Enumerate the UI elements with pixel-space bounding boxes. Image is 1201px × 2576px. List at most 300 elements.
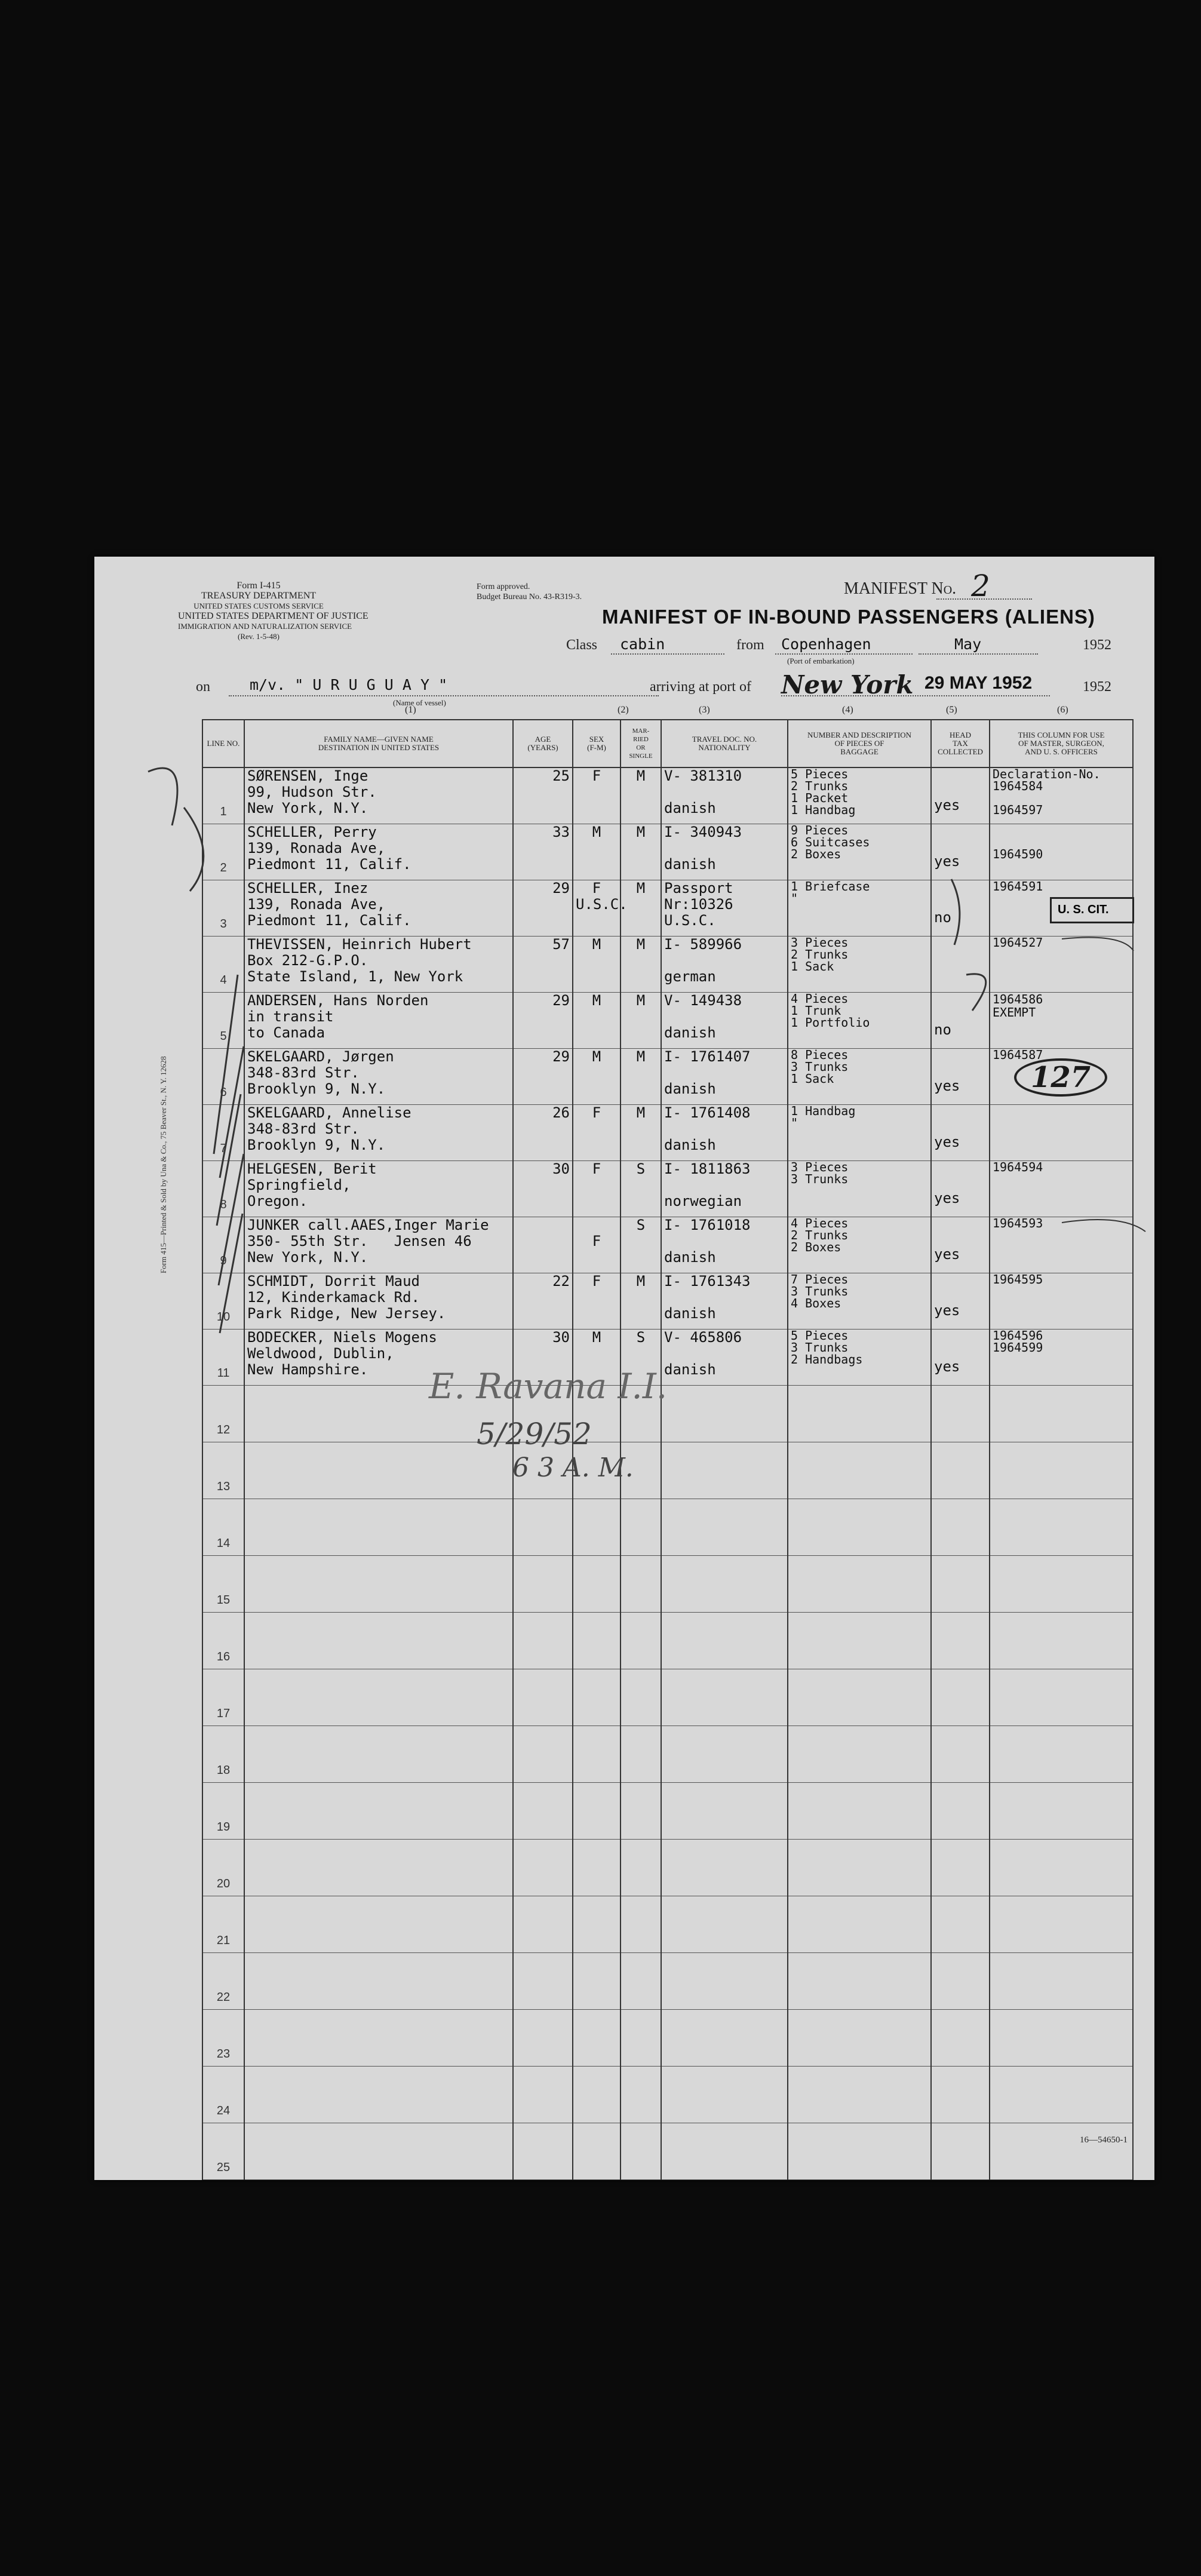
empty-cell bbox=[621, 2067, 661, 2123]
empty-cell bbox=[244, 1726, 513, 1783]
us-citizen-stamp bbox=[1050, 897, 1134, 923]
line-number: 21 bbox=[202, 1896, 244, 1953]
passenger-age: 25 bbox=[513, 767, 573, 824]
passenger-sex: F bbox=[573, 767, 621, 824]
empty-cell bbox=[661, 1783, 788, 1840]
line-number: 22 bbox=[202, 1953, 244, 2010]
line-number: 7 bbox=[202, 1105, 244, 1161]
empty-row bbox=[202, 1556, 1133, 1613]
approval-note bbox=[477, 582, 582, 602]
passenger-row bbox=[202, 937, 1133, 993]
line-number: 24 bbox=[202, 2067, 244, 2123]
line-number: 12 bbox=[202, 1386, 244, 1442]
empty-cell bbox=[621, 2123, 661, 2180]
passenger-baggage: 9 Pieces 6 Suitcases 2 Boxes bbox=[788, 824, 931, 880]
col-name: FAMILY NAME—GIVEN NAME DESTINATION IN UNITED STATES bbox=[244, 720, 513, 767]
passenger-travel-doc: I- 1761407 danish bbox=[661, 1049, 788, 1105]
empty-cell bbox=[513, 2010, 573, 2067]
empty-cell bbox=[931, 1613, 990, 1669]
arrival-stamp: 29 MAY 1952 bbox=[924, 673, 1033, 693]
empty-cell bbox=[621, 2010, 661, 2067]
empty-row bbox=[202, 2123, 1133, 2180]
empty-cell bbox=[990, 1840, 1133, 1896]
passenger-name: SKELGAARD, Annelise 348-83rd Str. Brooklyn 9, N.Y. bbox=[244, 1105, 513, 1161]
empty-cell bbox=[788, 1783, 931, 1840]
empty-cell bbox=[244, 1783, 513, 1840]
col-travel: TRAVEL DOC. NO. NATIONALITY bbox=[661, 720, 788, 767]
empty-cell bbox=[990, 1726, 1133, 1783]
empty-cell bbox=[513, 1726, 573, 1783]
empty-cell bbox=[931, 1726, 990, 1783]
passenger-name: HELGESEN, Berit Springfield, Oregon. bbox=[244, 1161, 513, 1217]
justice-dept: UNITED STATES DEPARTMENT OF JUSTICE bbox=[178, 611, 368, 621]
col-age: AGE (YEARS) bbox=[513, 720, 573, 767]
empty-cell bbox=[244, 2123, 513, 2180]
empty-cell bbox=[788, 1840, 931, 1896]
empty-row bbox=[202, 1953, 1133, 2010]
empty-cell bbox=[573, 1840, 621, 1896]
class-value: cabin bbox=[620, 635, 665, 653]
empty-row bbox=[202, 1840, 1133, 1896]
empty-cell bbox=[621, 1953, 661, 2010]
empty-cell bbox=[621, 1669, 661, 1726]
empty-cell bbox=[931, 1840, 990, 1896]
empty-cell bbox=[931, 1556, 990, 1613]
passenger-official: 1964527 bbox=[990, 937, 1133, 993]
empty-cell bbox=[621, 1840, 661, 1896]
col-index-6: (6) bbox=[1057, 705, 1068, 715]
passenger-age bbox=[513, 1217, 573, 1273]
line-number: 9 bbox=[202, 1217, 244, 1273]
budget-text: Budget Bureau No. 43-R319-3. bbox=[477, 592, 582, 601]
passenger-travel-doc: I- 589966 german bbox=[661, 937, 788, 993]
revision: (Rev. 1-5-48) bbox=[238, 632, 279, 641]
line-number: 18 bbox=[202, 1726, 244, 1783]
manifest-sheet bbox=[94, 557, 1154, 2180]
empty-cell bbox=[661, 1386, 788, 1442]
line-number: 5 bbox=[202, 993, 244, 1049]
passenger-row bbox=[202, 1217, 1133, 1273]
empty-cell bbox=[931, 1896, 990, 1953]
passenger-baggage: 4 Pieces 1 Trunk 1 Portfolio bbox=[788, 993, 931, 1049]
empty-rows bbox=[202, 1386, 1133, 2180]
passenger-age: 29 bbox=[513, 880, 573, 937]
passenger-travel-doc: I- 340943 danish bbox=[661, 824, 788, 880]
passenger-married: M bbox=[621, 767, 661, 824]
col-index-2: (2) bbox=[618, 705, 629, 715]
empty-cell bbox=[990, 1669, 1133, 1726]
empty-cell bbox=[573, 1783, 621, 1840]
passenger-official: 1964593 bbox=[990, 1217, 1133, 1273]
manifest-label: MANIFEST No. bbox=[844, 579, 957, 598]
passenger-sex: F U.S.C. bbox=[573, 880, 621, 937]
empty-cell bbox=[931, 1783, 990, 1840]
from-line bbox=[775, 653, 913, 655]
empty-cell bbox=[621, 1783, 661, 1840]
date-value: May bbox=[954, 635, 982, 653]
passenger-name: BODECKER, Niels Mogens Weldwood, Dublin, New Hampshire. bbox=[244, 1330, 513, 1386]
empty-row bbox=[202, 1499, 1133, 1556]
passenger-head-tax bbox=[931, 937, 990, 993]
empty-cell bbox=[573, 1953, 621, 2010]
col-sex: SEX (F-M) bbox=[573, 720, 621, 767]
passenger-head-tax: yes bbox=[931, 1273, 990, 1330]
empty-cell bbox=[244, 2067, 513, 2123]
passenger-row bbox=[202, 1161, 1133, 1217]
passenger-sex: M bbox=[573, 824, 621, 880]
empty-row bbox=[202, 2010, 1133, 2067]
year-value-2: 1952 bbox=[1083, 679, 1111, 695]
empty-cell bbox=[513, 2067, 573, 2123]
passenger-age: 22 bbox=[513, 1273, 573, 1330]
empty-cell bbox=[573, 1669, 621, 1726]
empty-cell bbox=[661, 1442, 788, 1499]
passenger-name: SCHELLER, Perry 139, Ronada Ave, Piedmont 11, Calif. bbox=[244, 824, 513, 880]
empty-cell bbox=[573, 1556, 621, 1613]
class-label: Class bbox=[566, 637, 598, 653]
from-label: from bbox=[736, 637, 764, 653]
line-number: 17 bbox=[202, 1669, 244, 1726]
passenger-head-tax: yes bbox=[931, 767, 990, 824]
empty-cell bbox=[573, 1499, 621, 1556]
passenger-travel-doc: V- 381310 danish bbox=[661, 767, 788, 824]
line-number: 23 bbox=[202, 2010, 244, 2067]
empty-row bbox=[202, 1669, 1133, 1726]
line-number: 3 bbox=[202, 880, 244, 937]
passenger-baggage: 8 Pieces 3 Trunks 1 Sack bbox=[788, 1049, 931, 1105]
empty-cell bbox=[990, 1556, 1133, 1613]
passenger-age: 33 bbox=[513, 824, 573, 880]
passenger-official: Declaration-No. 1964584 1964597 bbox=[990, 767, 1133, 824]
empty-cell bbox=[931, 1953, 990, 2010]
year-value-1: 1952 bbox=[1083, 637, 1111, 653]
empty-cell bbox=[513, 1953, 573, 2010]
empty-cell bbox=[661, 2067, 788, 2123]
passenger-age: 30 bbox=[513, 1330, 573, 1386]
empty-cell bbox=[990, 1442, 1133, 1499]
passenger-row bbox=[202, 1330, 1133, 1386]
passenger-head-tax: yes bbox=[931, 1217, 990, 1273]
handwritten-date: 5/29/52 bbox=[477, 1417, 592, 1451]
empty-cell bbox=[244, 1896, 513, 1953]
ins-service: IMMIGRATION AND NATURALIZATION SERVICE bbox=[178, 622, 352, 631]
passenger-baggage: 4 Pieces 2 Trunks 2 Boxes bbox=[788, 1217, 931, 1273]
empty-cell bbox=[931, 1669, 990, 1726]
empty-cell bbox=[788, 2067, 931, 2123]
passenger-baggage: 1 Briefcase " bbox=[788, 880, 931, 937]
passenger-name: SØRENSEN, Inge 99, Hudson Str. New York, N.Y. bbox=[244, 767, 513, 824]
empty-row bbox=[202, 1896, 1133, 1953]
col-baggage: NUMBER AND DESCRIPTION OF PIECES OF BAGGAGE bbox=[788, 720, 931, 767]
passenger-row bbox=[202, 767, 1133, 824]
passenger-name: JUNKER call.AAES,Inger Marie 350- 55th Str. Jensen 46 New York, N.Y. bbox=[244, 1217, 513, 1273]
passenger-sex: M bbox=[573, 1330, 621, 1386]
col-line: LINE NO. bbox=[202, 720, 244, 767]
empty-cell bbox=[573, 1896, 621, 1953]
empty-cell bbox=[788, 1613, 931, 1669]
from-value: Copenhagen bbox=[781, 635, 871, 653]
empty-row bbox=[202, 1613, 1133, 1669]
passenger-row bbox=[202, 1049, 1133, 1105]
passenger-official: 1964590 bbox=[990, 824, 1133, 880]
vessel-line bbox=[229, 695, 659, 696]
col-index-4: (4) bbox=[842, 705, 853, 715]
empty-cell bbox=[621, 1613, 661, 1669]
empty-cell bbox=[513, 1896, 573, 1953]
passenger-travel-doc: I- 1761343 danish bbox=[661, 1273, 788, 1330]
treasury-dept: TREASURY DEPARTMENT bbox=[201, 591, 317, 601]
empty-cell bbox=[573, 2067, 621, 2123]
passenger-head-tax: no bbox=[931, 880, 990, 937]
empty-cell bbox=[990, 1896, 1133, 1953]
empty-cell bbox=[513, 1556, 573, 1613]
date-line bbox=[919, 653, 1038, 655]
passenger-head-tax: yes bbox=[931, 1161, 990, 1217]
passenger-travel-doc: V- 465806 danish bbox=[661, 1330, 788, 1386]
passenger-married: S bbox=[621, 1161, 661, 1217]
form-number: Form I-415 bbox=[236, 581, 281, 591]
empty-cell bbox=[244, 1840, 513, 1896]
page-title: MANIFEST OF IN-BOUND PASSENGERS (ALIENS) bbox=[602, 606, 1095, 628]
line-number: 25 bbox=[202, 2123, 244, 2180]
empty-cell bbox=[788, 1386, 931, 1442]
empty-cell bbox=[244, 1442, 513, 1499]
empty-cell bbox=[661, 1896, 788, 1953]
passenger-sex: M bbox=[573, 1049, 621, 1105]
passenger-official: 1964591 bbox=[990, 880, 1133, 937]
empty-cell bbox=[931, 2010, 990, 2067]
empty-cell bbox=[931, 1499, 990, 1556]
empty-cell bbox=[661, 1840, 788, 1896]
passenger-sex: M bbox=[573, 937, 621, 993]
line-number: 13 bbox=[202, 1442, 244, 1499]
empty-cell bbox=[573, 2010, 621, 2067]
col-official: THIS COLUMN FOR USE OF MASTER, SURGEON, AND U. S. OFFICERS bbox=[990, 720, 1133, 767]
empty-cell bbox=[661, 1726, 788, 1783]
passenger-married: M bbox=[621, 1049, 661, 1105]
vessel-note: (Name of vessel) bbox=[393, 698, 446, 707]
empty-cell bbox=[661, 2123, 788, 2180]
empty-cell bbox=[931, 2123, 990, 2180]
empty-row bbox=[202, 1783, 1133, 1840]
passenger-married: M bbox=[621, 993, 661, 1049]
passenger-official bbox=[990, 1105, 1133, 1161]
empty-cell bbox=[788, 1953, 931, 2010]
empty-cell bbox=[621, 1726, 661, 1783]
table-header bbox=[202, 720, 1133, 767]
empty-cell bbox=[661, 2010, 788, 2067]
empty-cell bbox=[661, 1556, 788, 1613]
line-number: 16 bbox=[202, 1613, 244, 1669]
passenger-official: 1964596 1964599 bbox=[990, 1330, 1133, 1386]
empty-cell bbox=[621, 1896, 661, 1953]
empty-cell bbox=[788, 1669, 931, 1726]
empty-cell bbox=[244, 1953, 513, 2010]
empty-cell bbox=[573, 2123, 621, 2180]
passenger-married: S bbox=[621, 1217, 661, 1273]
line-number: 20 bbox=[202, 1840, 244, 1896]
passenger-baggage: 7 Pieces 3 Trunks 4 Boxes bbox=[788, 1273, 931, 1330]
circled-number: 127 bbox=[1014, 1058, 1107, 1097]
passenger-official: 1964595 bbox=[990, 1273, 1133, 1330]
empty-cell bbox=[244, 1556, 513, 1613]
empty-cell bbox=[931, 1386, 990, 1442]
empty-cell bbox=[788, 2123, 931, 2180]
line-number: 11 bbox=[202, 1330, 244, 1386]
passenger-married: M bbox=[621, 1273, 661, 1330]
empty-cell bbox=[621, 1556, 661, 1613]
passenger-married: M bbox=[621, 1105, 661, 1161]
passenger-age: 29 bbox=[513, 993, 573, 1049]
passenger-baggage: 5 Pieces 2 Trunks 1 Packet 1 Handbag bbox=[788, 767, 931, 824]
dept-header bbox=[178, 581, 368, 641]
col-index-5: (5) bbox=[946, 705, 957, 715]
passenger-baggage: 3 Pieces 2 Trunks 1 Sack bbox=[788, 937, 931, 993]
customs-service: UNITED STATES CUSTOMS SERVICE bbox=[193, 601, 324, 610]
passenger-sex: F bbox=[573, 1105, 621, 1161]
empty-cell bbox=[788, 1442, 931, 1499]
passenger-sex: F bbox=[573, 1217, 621, 1273]
empty-cell bbox=[990, 1783, 1133, 1840]
col-tax: HEAD TAX COLLECTED bbox=[931, 720, 990, 767]
empty-cell bbox=[788, 1896, 931, 1953]
us-citizen-text: U. S. CIT. bbox=[1058, 903, 1109, 916]
class-line bbox=[611, 653, 724, 655]
empty-row bbox=[202, 1442, 1133, 1499]
empty-cell bbox=[513, 1499, 573, 1556]
empty-cell bbox=[788, 2010, 931, 2067]
passenger-married: M bbox=[621, 880, 661, 937]
passenger-table bbox=[202, 719, 1134, 2180]
col-married: MAR- RIED OR SINGLE bbox=[621, 720, 661, 767]
passenger-age: 30 bbox=[513, 1161, 573, 1217]
passenger-sex: F bbox=[573, 1273, 621, 1330]
passenger-row bbox=[202, 880, 1133, 937]
passenger-travel-doc: Passport Nr:10326 U.S.C. bbox=[661, 880, 788, 937]
empty-cell bbox=[621, 1499, 661, 1556]
passenger-name: SKELGAARD, Jørgen 348-83rd Str. Brooklyn 9, N.Y. bbox=[244, 1049, 513, 1105]
arriving-label: arriving at port of bbox=[650, 679, 751, 695]
passenger-head-tax: yes bbox=[931, 1105, 990, 1161]
line-number: 14 bbox=[202, 1499, 244, 1556]
empty-cell bbox=[513, 1783, 573, 1840]
empty-row bbox=[202, 1386, 1133, 1442]
passenger-official: 1964594 bbox=[990, 1161, 1133, 1217]
port-note: (Port of embarkation) bbox=[787, 656, 855, 665]
empty-cell bbox=[788, 1556, 931, 1613]
col-index-1: (1) bbox=[405, 705, 416, 715]
passenger-travel-doc: I- 1811863 norwegian bbox=[661, 1161, 788, 1217]
printer-credit: Form 415—Printed & Sold by Una & Co., 75 Beaver St., N. Y. 12628 bbox=[159, 1056, 168, 1273]
empty-cell bbox=[513, 1669, 573, 1726]
col-index-3: (3) bbox=[699, 705, 710, 715]
empty-cell bbox=[990, 2010, 1133, 2067]
empty-row bbox=[202, 2067, 1133, 2123]
passenger-row bbox=[202, 824, 1133, 880]
passenger-baggage: 3 Pieces 3 Trunks bbox=[788, 1161, 931, 1217]
passenger-row bbox=[202, 1273, 1133, 1330]
passenger-travel-doc: I- 1761018 danish bbox=[661, 1217, 788, 1273]
handwritten-time: 6 3 A. M. bbox=[512, 1453, 634, 1483]
vessel-name: m/v. " U R U G U A Y " bbox=[250, 676, 448, 693]
inspector-signature: E. Ravana I.I. bbox=[429, 1366, 668, 1407]
empty-cell bbox=[990, 1386, 1133, 1442]
passenger-name: THEVISSEN, Heinrich Hubert Box 212-G.P.O. State Island, 1, New York bbox=[244, 937, 513, 993]
empty-cell bbox=[990, 1953, 1133, 2010]
approved-text: Form approved. bbox=[477, 582, 530, 591]
passenger-head-tax: no bbox=[931, 993, 990, 1049]
passenger-age: 29 bbox=[513, 1049, 573, 1105]
manifest-number: 2 bbox=[971, 569, 990, 603]
line-number: 6 bbox=[202, 1049, 244, 1105]
empty-cell bbox=[990, 1499, 1133, 1556]
empty-cell bbox=[661, 1669, 788, 1726]
passenger-official: 1964587 bbox=[990, 1049, 1133, 1105]
empty-cell bbox=[788, 1499, 931, 1556]
passenger-married: M bbox=[621, 937, 661, 993]
passenger-name: SCHELLER, Inez 139, Ronada Ave, Piedmont 11, Calif. bbox=[244, 880, 513, 937]
passenger-head-tax: yes bbox=[931, 1049, 990, 1105]
empty-cell bbox=[244, 2010, 513, 2067]
passenger-travel-doc: I- 1761408 danish bbox=[661, 1105, 788, 1161]
empty-cell bbox=[244, 1669, 513, 1726]
line-number: 4 bbox=[202, 937, 244, 993]
margin-scribble bbox=[148, 768, 204, 891]
empty-cell bbox=[661, 1499, 788, 1556]
arrival-port: New York bbox=[781, 670, 914, 699]
empty-cell bbox=[990, 1613, 1133, 1669]
empty-cell bbox=[931, 1442, 990, 1499]
passenger-travel-doc: V- 149438 danish bbox=[661, 993, 788, 1049]
line-number: 10 bbox=[202, 1273, 244, 1330]
passenger-married: M bbox=[621, 824, 661, 880]
empty-cell bbox=[513, 1840, 573, 1896]
passenger-baggage: 1 Handbag " bbox=[788, 1105, 931, 1161]
line-number: 8 bbox=[202, 1161, 244, 1217]
empty-cell bbox=[990, 2123, 1133, 2180]
passenger-row bbox=[202, 1105, 1133, 1161]
passenger-sex: M bbox=[573, 993, 621, 1049]
passenger-head-tax: yes bbox=[931, 1330, 990, 1386]
passenger-official: 1964586 EXEMPT bbox=[990, 993, 1133, 1049]
passenger-name: ANDERSEN, Hans Norden in transit to Canada bbox=[244, 993, 513, 1049]
on-label: on bbox=[196, 679, 210, 695]
empty-row bbox=[202, 1726, 1133, 1783]
line-number: 15 bbox=[202, 1556, 244, 1613]
line-number: 2 bbox=[202, 824, 244, 880]
passenger-baggage: 5 Pieces 3 Trunks 2 Handbags bbox=[788, 1330, 931, 1386]
empty-cell bbox=[513, 2123, 573, 2180]
empty-cell bbox=[513, 1613, 573, 1669]
line-number: 1 bbox=[202, 767, 244, 824]
footer-code: 16—54650-1 bbox=[1080, 2135, 1128, 2145]
passenger-name: SCHMIDT, Dorrit Maud 12, Kinderkamack Rd. Park Ridge, New Jersey. bbox=[244, 1273, 513, 1330]
empty-cell bbox=[573, 1613, 621, 1669]
passenger-head-tax: yes bbox=[931, 824, 990, 880]
empty-cell bbox=[244, 1499, 513, 1556]
line-number: 19 bbox=[202, 1783, 244, 1840]
empty-cell bbox=[931, 2067, 990, 2123]
empty-cell bbox=[990, 2067, 1133, 2123]
empty-cell bbox=[788, 1726, 931, 1783]
passenger-sex: F bbox=[573, 1161, 621, 1217]
passenger-age: 57 bbox=[513, 937, 573, 993]
empty-cell bbox=[244, 1613, 513, 1669]
empty-cell bbox=[661, 1953, 788, 2010]
passenger-age: 26 bbox=[513, 1105, 573, 1161]
passenger-married: S bbox=[621, 1330, 661, 1386]
passenger-row bbox=[202, 993, 1133, 1049]
